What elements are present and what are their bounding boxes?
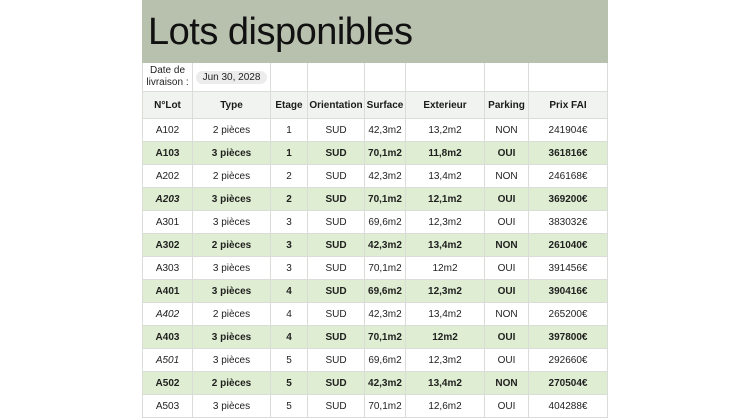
cell-etage[interactable]: 2 bbox=[271, 165, 308, 188]
cell-exterieur[interactable]: 13,4m2 bbox=[406, 165, 485, 188]
cell-orientation[interactable]: SUD bbox=[308, 234, 365, 257]
cell-exterieur[interactable]: 13,4m2 bbox=[406, 372, 485, 395]
cell-type[interactable]: 2 pièces bbox=[193, 119, 271, 142]
cell-type[interactable]: 2 pièces bbox=[193, 372, 271, 395]
cell-lot[interactable]: A203 bbox=[143, 188, 193, 211]
column-header-exterieur[interactable]: Exterieur bbox=[406, 92, 485, 119]
cell-prix[interactable]: 261040€ bbox=[529, 234, 608, 257]
cell-prix[interactable]: 270504€ bbox=[529, 372, 608, 395]
cell-etage[interactable]: 3 bbox=[271, 257, 308, 280]
cell-exterieur[interactable]: 12,6m2 bbox=[406, 395, 485, 418]
cell-exterieur[interactable]: 12,3m2 bbox=[406, 280, 485, 303]
cell-parking[interactable]: OUI bbox=[485, 326, 529, 349]
cell-etage[interactable]: 5 bbox=[271, 349, 308, 372]
cell-lot[interactable]: A501 bbox=[143, 349, 193, 372]
table-row bbox=[143, 395, 608, 418]
cell-exterieur[interactable]: 12,1m2 bbox=[406, 188, 485, 211]
cell-lot[interactable]: A503 bbox=[143, 395, 193, 418]
cell-type[interactable]: 3 pièces bbox=[193, 326, 271, 349]
table-row bbox=[143, 142, 608, 165]
cell-type[interactable]: 3 pièces bbox=[193, 395, 271, 418]
cell-surface[interactable]: 42,3m2 bbox=[365, 234, 406, 257]
spreadsheet-sheet bbox=[142, 0, 608, 420]
cell-exterieur[interactable]: 13,2m2 bbox=[406, 119, 485, 142]
cell-exterieur[interactable]: 11,8m2 bbox=[406, 142, 485, 165]
cell-orientation[interactable]: SUD bbox=[308, 142, 365, 165]
cell-type[interactable]: 2 pièces bbox=[193, 234, 271, 257]
table-row bbox=[143, 211, 608, 234]
cell-prix[interactable]: 369200€ bbox=[529, 188, 608, 211]
cell-lot[interactable]: A502 bbox=[143, 372, 193, 395]
delivery-row bbox=[143, 63, 608, 92]
cell-exterieur[interactable]: 13,4m2 bbox=[406, 234, 485, 257]
cell-prix[interactable]: 265200€ bbox=[529, 303, 608, 326]
delivery-date-cell[interactable] bbox=[193, 63, 271, 92]
cell-surface[interactable]: 42,3m2 bbox=[365, 165, 406, 188]
table-row bbox=[143, 326, 608, 349]
title-bar bbox=[142, 0, 608, 63]
table-header-row bbox=[143, 92, 608, 119]
cell-etage[interactable]: 5 bbox=[271, 395, 308, 418]
cell-lot[interactable]: A103 bbox=[143, 142, 193, 165]
cell-lot[interactable]: A202 bbox=[143, 165, 193, 188]
cell-surface[interactable]: 69,6m2 bbox=[365, 349, 406, 372]
cell-prix[interactable]: 391456€ bbox=[529, 257, 608, 280]
column-header-surface[interactable]: Surface bbox=[365, 92, 406, 119]
table-row bbox=[143, 303, 608, 326]
cell-surface[interactable]: 42,3m2 bbox=[365, 372, 406, 395]
cell-lot[interactable]: A301 bbox=[143, 211, 193, 234]
cell-parking[interactable]: OUI bbox=[485, 257, 529, 280]
table-row bbox=[143, 165, 608, 188]
cell-orientation[interactable]: SUD bbox=[308, 303, 365, 326]
empty-cell[interactable] bbox=[365, 63, 406, 92]
cell-orientation[interactable]: SUD bbox=[308, 119, 365, 142]
cell-type[interactable]: 3 pièces bbox=[193, 280, 271, 303]
cell-parking[interactable]: NON bbox=[485, 303, 529, 326]
cell-etage[interactable]: 4 bbox=[271, 326, 308, 349]
cell-etage[interactable]: 3 bbox=[271, 234, 308, 257]
cell-etage[interactable]: 1 bbox=[271, 142, 308, 165]
cell-orientation[interactable]: SUD bbox=[308, 372, 365, 395]
cell-exterieur[interactable]: 12,3m2 bbox=[406, 349, 485, 372]
cell-prix[interactable]: 292660€ bbox=[529, 349, 608, 372]
table-row bbox=[143, 372, 608, 395]
cell-exterieur[interactable]: 12m2 bbox=[406, 326, 485, 349]
cell-parking[interactable]: OUI bbox=[485, 211, 529, 234]
cell-etage[interactable]: 1 bbox=[271, 119, 308, 142]
cell-parking[interactable]: OUI bbox=[485, 280, 529, 303]
cell-orientation[interactable]: SUD bbox=[308, 395, 365, 418]
delivery-date-chip[interactable]: Jun 30, 2028 bbox=[196, 71, 268, 84]
cell-prix[interactable]: 361816€ bbox=[529, 142, 608, 165]
column-header-type[interactable]: Type bbox=[193, 92, 271, 119]
delivery-label-cell[interactable]: Date de livraison : bbox=[143, 63, 193, 92]
cell-prix[interactable]: 383032€ bbox=[529, 211, 608, 234]
cell-surface[interactable]: 70,1m2 bbox=[365, 188, 406, 211]
cell-lot[interactable]: A403 bbox=[143, 326, 193, 349]
cell-prix[interactable]: 241904€ bbox=[529, 119, 608, 142]
cell-etage[interactable]: 4 bbox=[271, 280, 308, 303]
table-body bbox=[143, 119, 608, 418]
cell-prix[interactable]: 390416€ bbox=[529, 280, 608, 303]
cell-lot[interactable]: A402 bbox=[143, 303, 193, 326]
cell-exterieur[interactable]: 12m2 bbox=[406, 257, 485, 280]
cell-type[interactable]: 2 pièces bbox=[193, 303, 271, 326]
empty-cell[interactable] bbox=[308, 63, 365, 92]
cell-parking[interactable]: NON bbox=[485, 165, 529, 188]
table-row bbox=[143, 119, 608, 142]
cell-parking[interactable]: NON bbox=[485, 234, 529, 257]
cell-surface[interactable]: 69,6m2 bbox=[365, 280, 406, 303]
cell-orientation[interactable]: SUD bbox=[308, 257, 365, 280]
cell-etage[interactable]: 3 bbox=[271, 211, 308, 234]
cell-lot[interactable]: A102 bbox=[143, 119, 193, 142]
empty-cell[interactable] bbox=[271, 63, 308, 92]
cell-lot[interactable]: A401 bbox=[143, 280, 193, 303]
cell-prix[interactable]: 246168€ bbox=[529, 165, 608, 188]
cell-orientation[interactable]: SUD bbox=[308, 165, 365, 188]
page-title[interactable]: Lots disponibles bbox=[148, 11, 413, 53]
cell-parking[interactable]: NON bbox=[485, 372, 529, 395]
cell-exterieur[interactable]: 12,3m2 bbox=[406, 211, 485, 234]
cell-type[interactable]: 3 pièces bbox=[193, 188, 271, 211]
cell-surface[interactable]: 42,3m2 bbox=[365, 119, 406, 142]
cell-etage[interactable]: 4 bbox=[271, 303, 308, 326]
cell-surface[interactable]: 70,1m2 bbox=[365, 326, 406, 349]
cell-type[interactable]: 3 pièces bbox=[193, 349, 271, 372]
cell-type[interactable]: 3 pièces bbox=[193, 257, 271, 280]
lots-table bbox=[142, 63, 608, 418]
cell-prix[interactable]: 404288€ bbox=[529, 395, 608, 418]
cell-etage[interactable]: 5 bbox=[271, 372, 308, 395]
empty-cell[interactable] bbox=[529, 63, 608, 92]
table-row bbox=[143, 188, 608, 211]
empty-cell[interactable] bbox=[485, 63, 529, 92]
cell-surface[interactable]: 70,1m2 bbox=[365, 257, 406, 280]
cell-type[interactable]: 2 pièces bbox=[193, 165, 271, 188]
cell-exterieur[interactable]: 13,4m2 bbox=[406, 303, 485, 326]
cell-prix[interactable]: 397800€ bbox=[529, 326, 608, 349]
cell-orientation[interactable]: SUD bbox=[308, 280, 365, 303]
cell-parking[interactable]: NON bbox=[485, 119, 529, 142]
cell-lot[interactable]: A303 bbox=[143, 257, 193, 280]
cell-orientation[interactable]: SUD bbox=[308, 326, 365, 349]
column-header-orientation[interactable]: Orientation bbox=[308, 92, 365, 119]
table-row bbox=[143, 257, 608, 280]
cell-orientation[interactable]: SUD bbox=[308, 211, 365, 234]
cell-parking[interactable]: OUI bbox=[485, 395, 529, 418]
cell-orientation[interactable]: SUD bbox=[308, 188, 365, 211]
column-header-etage[interactable]: Etage bbox=[271, 92, 308, 119]
cell-etage[interactable]: 2 bbox=[271, 188, 308, 211]
cell-surface[interactable]: 42,3m2 bbox=[365, 303, 406, 326]
column-header-prix[interactable]: Prix FAI bbox=[529, 92, 608, 119]
cell-orientation[interactable]: SUD bbox=[308, 349, 365, 372]
table-row bbox=[143, 280, 608, 303]
empty-cell[interactable] bbox=[406, 63, 485, 92]
cell-surface[interactable]: 70,1m2 bbox=[365, 142, 406, 165]
cell-parking[interactable]: OUI bbox=[485, 188, 529, 211]
cell-surface[interactable]: 69,6m2 bbox=[365, 211, 406, 234]
cell-surface[interactable]: 70,1m2 bbox=[365, 395, 406, 418]
cell-type[interactable]: 3 pièces bbox=[193, 142, 271, 165]
column-header-lot[interactable]: N°Lot bbox=[143, 92, 193, 119]
column-header-parking[interactable]: Parking bbox=[485, 92, 529, 119]
cell-parking[interactable]: OUI bbox=[485, 349, 529, 372]
cell-parking[interactable]: OUI bbox=[485, 142, 529, 165]
table-row bbox=[143, 349, 608, 372]
table-row bbox=[143, 234, 608, 257]
cell-lot[interactable]: A302 bbox=[143, 234, 193, 257]
cell-type[interactable]: 3 pièces bbox=[193, 211, 271, 234]
